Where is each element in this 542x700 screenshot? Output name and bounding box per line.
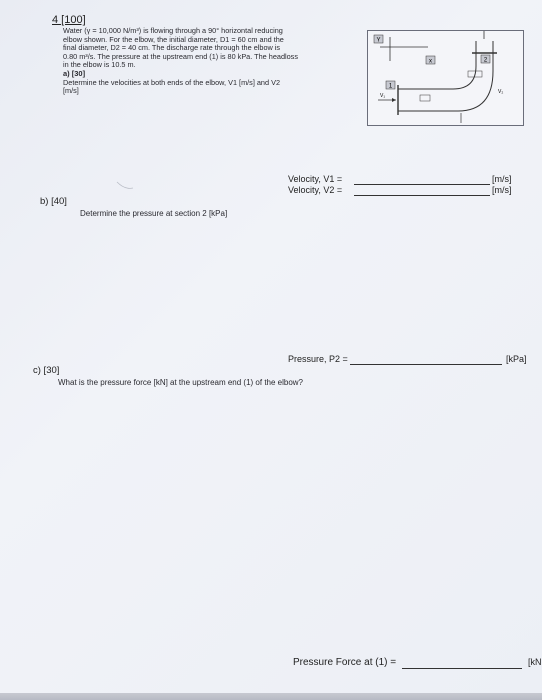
figure-label-v1: V₁ — [380, 93, 386, 99]
part-a-label: a) [30] — [63, 68, 86, 78]
pressure-p2-unit: [kPa] — [506, 354, 527, 364]
elbow-diagram — [368, 31, 523, 125]
pressure-force-label: Pressure Force at (1) = — [293, 657, 397, 668]
figure-label-2: 2 — [483, 57, 488, 64]
problem-line: Water (γ = 10,000 N/m³) is flowing through a 90° horizontal reducing — [63, 26, 283, 35]
question-number: 4 [100] — [52, 14, 86, 26]
velocity-v2-answer-line[interactable] — [354, 195, 490, 196]
elbow-figure — [367, 30, 524, 126]
figure-label-y: Y — [376, 37, 381, 44]
velocity-v2-unit: [m/s] — [492, 185, 512, 195]
page-bottom-edge — [0, 693, 542, 700]
problem-statement — [63, 27, 363, 96]
velocity-v2-label: Velocity, V2 = — [288, 185, 343, 195]
velocity-v1-label: Velocity, V1 = — [288, 174, 343, 184]
pressure-force-answer-line[interactable] — [402, 668, 522, 669]
pen-mark — [115, 180, 135, 192]
part-a-question-cont: [m/s] — [63, 86, 79, 96]
velocity-v1-answer-line[interactable] — [354, 184, 490, 185]
figure-label-x: x — [429, 58, 432, 65]
part-b-question: Determine the pressure at section 2 [kPa] — [80, 209, 228, 218]
part-c-label: c) [30] — [33, 365, 60, 376]
figure-label-1: 1 — [388, 83, 393, 90]
velocity-v1-unit: [m/s] — [492, 174, 512, 184]
problem-line: 0.80 m³/s. The pressure at the upstream end (1) is 80 kPa. The headloss — [63, 51, 298, 61]
problem-line: final diameter, D2 = 40 cm. The discharge rate through the elbow is — [63, 43, 281, 53]
problem-line: elbow shown. For the elbow, the initial diameter, D1 = 60 cm and the — [63, 34, 284, 44]
problem-line: in the elbow is 10.5 m. — [63, 60, 136, 70]
part-a-question: Determine the velocities at both ends of the elbow, V1 [m/s] and V2 — [63, 77, 281, 87]
part-c-question: What is the pressure force [kN] at the upstream end (1) of the elbow? — [58, 378, 304, 387]
pressure-force-unit: [kN — [528, 657, 542, 667]
part-b-label: b) [40] — [40, 196, 67, 207]
pressure-p2-answer-line[interactable] — [350, 364, 502, 365]
pressure-p2-label: Pressure, P2 = — [288, 354, 348, 364]
figure-label-v2: V₂ — [498, 89, 504, 95]
